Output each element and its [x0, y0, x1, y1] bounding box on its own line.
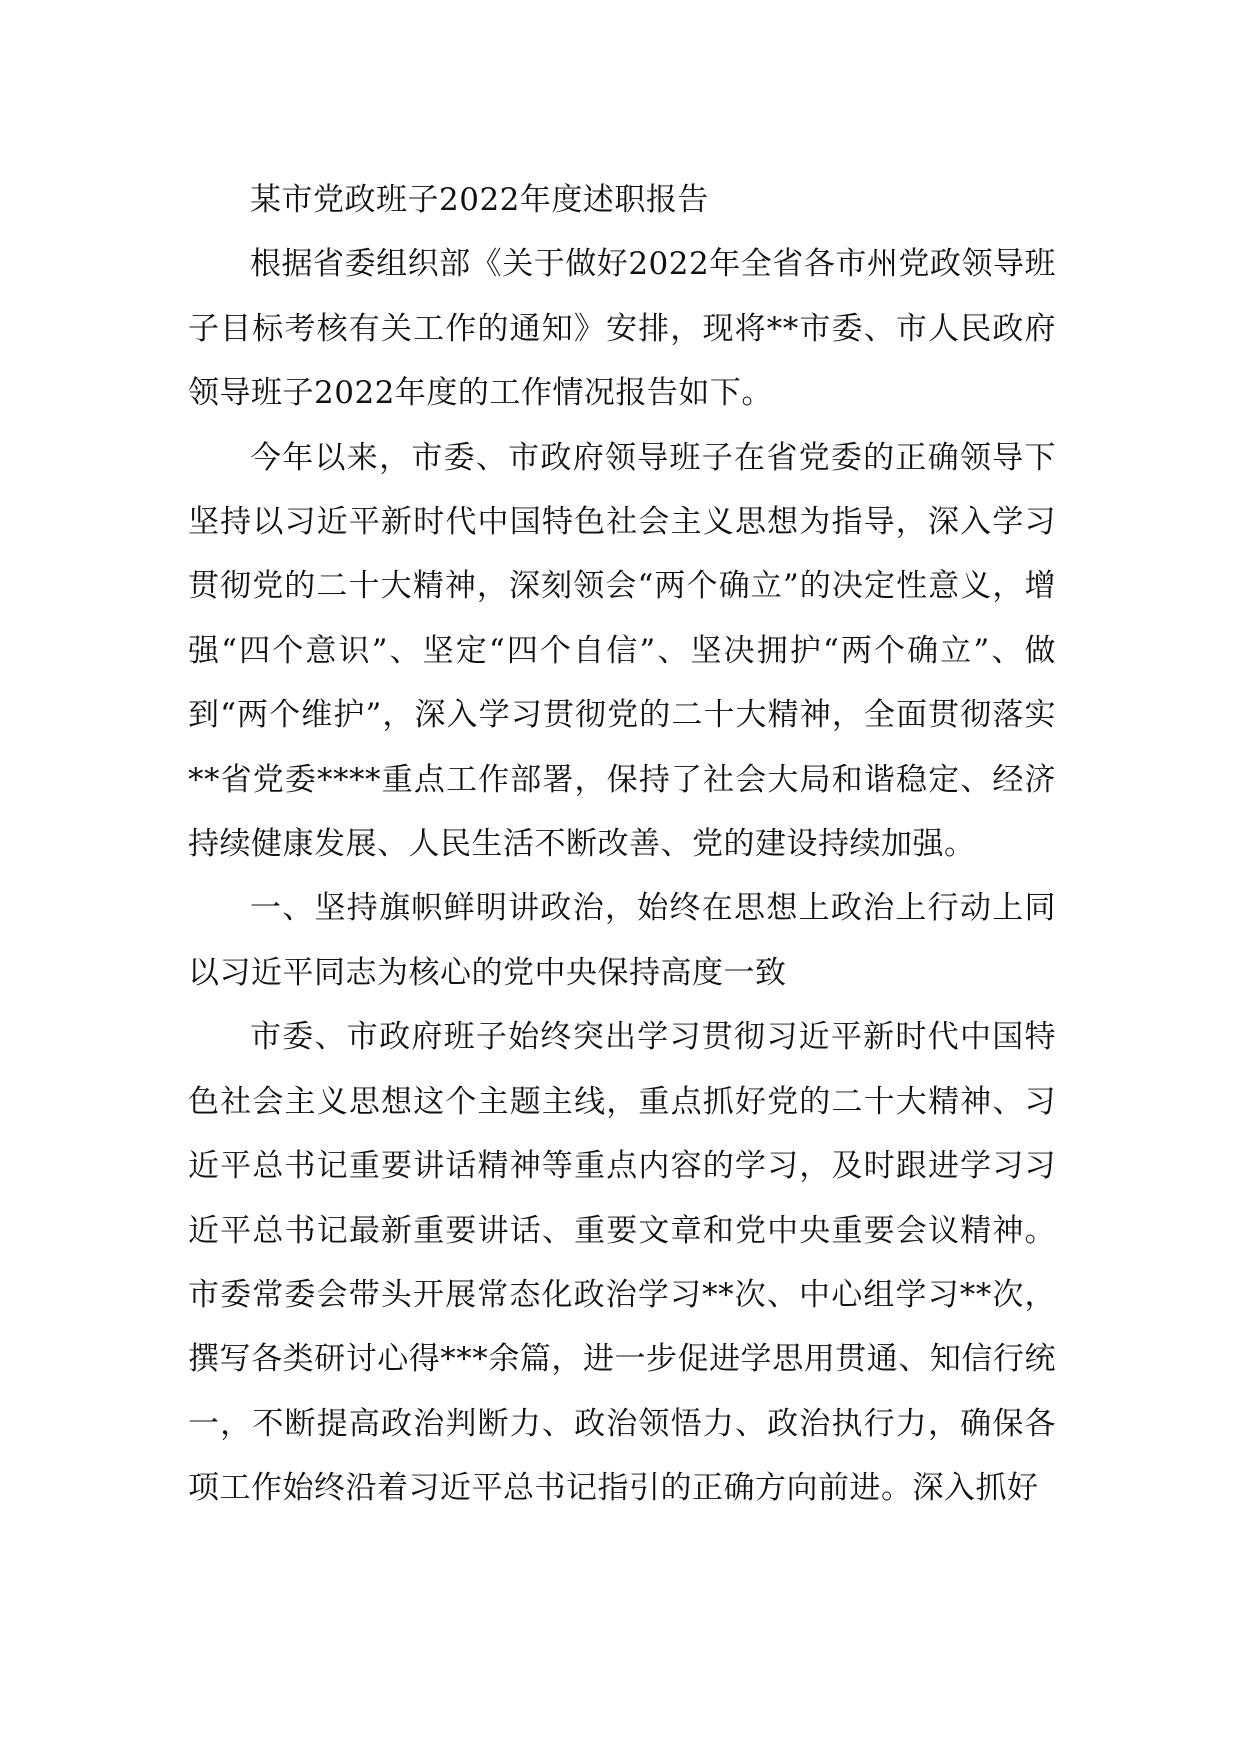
document-body [188, 168, 1056, 1521]
section-heading-1: 一、坚持旗帜鲜明讲政治，始终在思想上政治上行动上同以习近平同志为核心的党中央保持高度一致 [188, 890, 1056, 991]
paragraph-section-1: 市委、市政府班子始终突出学习贯彻习近平新时代中国特色社会主义思想这个主题主线，重点抓好党的二十大精神、习近平总书记重要讲话精神等重点内容的学习，及时跟进学习习近平总书记最新重要讲话、重要文章和党中央重要会议精神。市委常委会带头开展常态化政治学习**次、中心组学习**次，撰写各类研讨心得***余篇，进一步促进学思用贯通、知信行统一，不断提高政治判断力、政治领悟力、政治执行力，确保各项工作始终沿着习近平总书记指引的正确方向前进。深入抓好 [188, 1019, 1056, 1507]
document-title: 某市党政班子2022年度述职报告 [250, 182, 709, 218]
paragraph-overview: 今年以来，市委、市政府领导班子在省党委的正确领导下坚持以习近平新时代中国特色社会主义思想为指导，深入学习贯彻党的二十大精神，深刻领会“两个确立”的决定性意义，增强“四个意识”、坚定“四个自信”、坚决拥护“两个确立”、做到“两个维护”，深入学习贯彻党的二十大精神，全面贯彻落实**省党委****重点工作部署，保持了社会大局和谐稳定、经济持续健康发展、人民生活不断改善、党的建设持续加强。 [188, 439, 1056, 863]
paragraph-intro: 根据省委组织部《关于做好2022年全省各市州党政领导班子目标考核有关工作的通知》安排，现将**市委、市人民政府领导班子2022年度的工作情况报告如下。 [188, 246, 1056, 412]
